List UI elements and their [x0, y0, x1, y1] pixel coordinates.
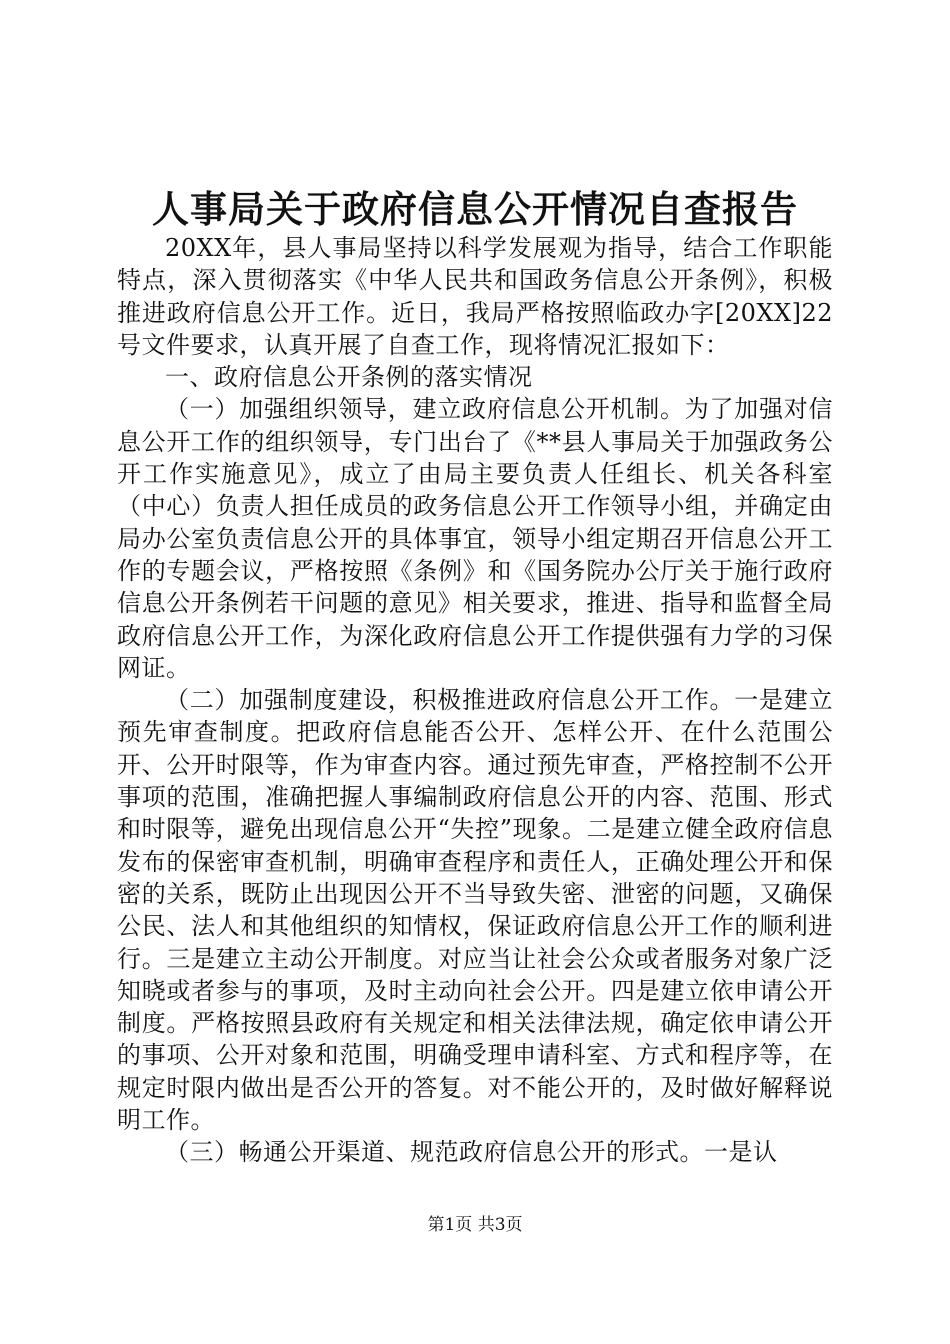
- body-paragraph: （一）加强组织领导，建立政府信息公开机制。为了加强对信息公开工作的组织领导，专门出台了《**县人事局关于加强政务公开工作实施意见》，成立了由局主要负责人任组长、机关各科室（中心）负责人担任成员的政务信息公开工作领导小组，并确定由局办公室负责信息公开的具体事宜，领导小组定期召开信息公开工作的专题会议，严格按照《条例》和《国务院办公厅关于施行政府信息公开条例若干问题的意见》相关要求，推进、指导和监督全局政府信息公开工作，为深化政府信息公开工作提供强有力学的习保网证。: [117, 395, 833, 682]
- page-number-footer: 第1页 共3页: [427, 1215, 523, 1235]
- body-paragraph: （三）畅通公开渠道、规范政府信息公开的形式。一是认: [165, 1138, 778, 1167]
- intro-paragraph: 20XX年，县人事局坚持以科学发展观为指导，结合工作职能特点，深入贯彻落实《中华人民共和国政务信息公开条例》，积极推进政府信息公开工作。近日，我局严格按照临政办字[20XX]22号文件要求，认真开展了自查工作，现将情况汇报如下：: [117, 234, 833, 359]
- document-body: [117, 232, 833, 1169]
- section-heading: 一、政府信息公开条例的落实情况: [165, 363, 533, 392]
- document-title: 人事局关于政府信息公开情况自查报告: [152, 187, 798, 231]
- body-paragraph: （二）加强制度建设，积极推进政府信息公开工作。一是建立预先审查制度。把政府信息能否公开、怎样公开、在什么范围公开、公开时限等，作为审查内容。通过预先审查，严格控制不公开事项的范围，准确把握人事编制政府信息公开的内容、范围、形式和时限等，避免出现信息公开“失控”现象。二是建立健全政府信息发布的保密审查机制，明确审查程序和责任人，正确处理公开和保密的关系，既防止出现因公开不当导致失密、泄密的问题，又确保公民、法人和其他组织的知情权，保证政府信息公开工作的顺利进行。三是建立主动公开制度。对应当让社会公众或者服务对象广泛知晓或者参与的事项，及时主动向社会公开。四是建立依申请公开制度。严格按照县政府有关规定和相关法律法规，确定依申请公开的事项、公开对象和范围，明确受理申请科室、方式和程序等，在规定时限内做出是否公开的答复。对不能公开的，及时做好解释说明工作。: [117, 686, 833, 1135]
